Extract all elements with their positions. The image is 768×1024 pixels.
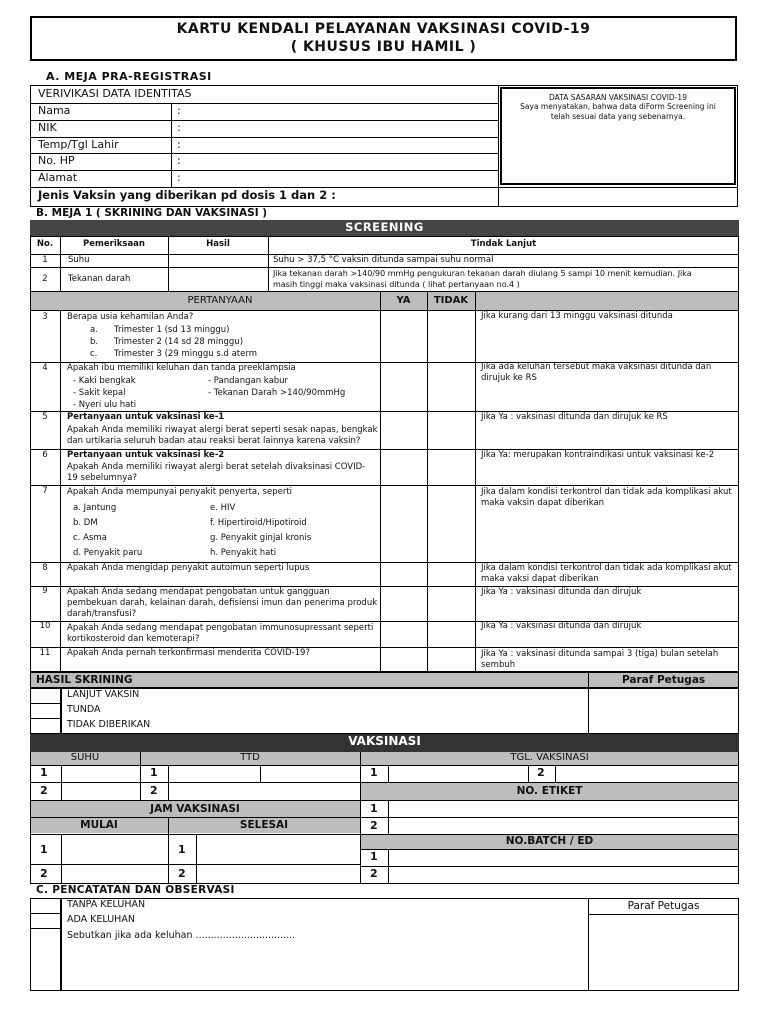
mulai-1-no: 1 bbox=[40, 843, 48, 856]
q6-no: 6 bbox=[42, 450, 48, 460]
q3-a-text: Trimester 1 (sd 13 minggu) bbox=[114, 325, 230, 335]
field-alamat-value[interactable]: : bbox=[177, 171, 181, 184]
q9-no: 9 bbox=[42, 586, 48, 596]
sasaran-text2: telah sesuai data yang sebenarnya. bbox=[550, 112, 686, 121]
row2-item: Tekanan darah bbox=[68, 274, 131, 284]
field-hp-label: No. HP bbox=[38, 154, 75, 167]
q9-l2: pembekuan darah, kelainan darah, defisiensi imun dan penerima produk bbox=[67, 598, 378, 608]
batch-2-no: 2 bbox=[370, 867, 378, 880]
suhu-2-no: 2 bbox=[40, 784, 48, 797]
section-a-heading: A. MEJA PRA-REGISTRASI bbox=[46, 70, 212, 83]
etiket-label: NO. ETIKET bbox=[516, 785, 583, 797]
col-ya: YA bbox=[396, 295, 411, 306]
hasil-title: HASIL SKRINING bbox=[36, 674, 133, 686]
q9-tindak: Jika Ya : vaksinasi ditunda dan dirujuk bbox=[481, 587, 642, 597]
col-pertanyaan: PERTANYAAN bbox=[187, 295, 253, 306]
row2-tindak-1: Jika tekanan darah >140/90 mmHg pengukuran tekanan darah diulang 5 sampi 10 menit kemudian. Jika bbox=[273, 269, 692, 278]
q4-l3: - Nyeri ulu hati bbox=[73, 400, 137, 410]
q3-c: c. bbox=[90, 349, 98, 359]
q10-l1: Apakah Anda sedang mendapat pengobatan immunosupressant seperti bbox=[67, 623, 374, 633]
title-line1: KARTU KENDALI PELAYANAN VAKSINASI COVID-19 bbox=[176, 21, 591, 37]
row2-tindak-2: masih tinggi maka vaksinasi ditunda ( lihat pertanyaan no.4 ) bbox=[273, 280, 520, 289]
q11-tindak-1: Jika Ya : vaksinasi ditunda sampai 3 (tiga) bulan setelah bbox=[481, 649, 719, 659]
q8-tindak-2: maka vaksi dapat diberikan bbox=[481, 574, 599, 584]
row1-tindak: Suhu > 37,5 °C vaksin ditunda sampai suhu normal bbox=[273, 255, 494, 265]
q4-text: Apakah ibu memiliki keluhan dan tanda preeklampsia bbox=[67, 363, 296, 373]
selesai-2-no: 2 bbox=[178, 867, 186, 880]
q5-tindak: Jika Ya : vaksinasi ditunda dan dirujuk ke RS bbox=[481, 412, 668, 422]
row1-no: 1 bbox=[42, 255, 48, 265]
hasil-paraf-label: Paraf Petugas bbox=[622, 674, 706, 686]
q7-tindak-1: Jika dalam kondisi terkontrol dan tidak ada komplikasi akut bbox=[481, 487, 732, 497]
opt-lanjut-vaksin: LANJUT VAKSIN bbox=[67, 689, 140, 700]
checkbox-sebutkan[interactable] bbox=[30, 928, 61, 991]
mulai-2-no: 2 bbox=[40, 867, 48, 880]
q6-tindak: Jika Ya: merupakan kontraindikasi untuk vaksinasi ke-2 bbox=[481, 450, 715, 460]
q9-l1: Apakah Anda sedang mendapat pengobatan untuk gangguan bbox=[67, 587, 330, 597]
section-c-heading: C. PENCATATAN DAN OBSERVASI bbox=[36, 884, 235, 896]
q4-no: 4 bbox=[42, 363, 48, 373]
q7-c: c. Asma bbox=[73, 533, 107, 543]
q7-g: g. Penyakit ginjal kronis bbox=[210, 533, 312, 543]
col-tgl: TGL. VAKSINASI bbox=[510, 752, 589, 763]
opt-tanpa-keluhan: TANPA KELUHAN bbox=[67, 899, 146, 910]
selesai-label: SELESAI bbox=[239, 819, 289, 831]
q5-title: Pertanyaan untuk vaksinasi ke-1 bbox=[67, 412, 225, 422]
vaksinasi-title: VAKSINASI bbox=[348, 734, 421, 748]
screening-title: SCREENING bbox=[345, 220, 424, 234]
ttd-1-no: 1 bbox=[150, 766, 158, 779]
q7-tindak-2: maka vaksin dapat diberikan bbox=[481, 498, 605, 508]
opt-ada-keluhan: ADA KELUHAN bbox=[67, 914, 135, 925]
q10-tindak: Jika Ya : vaksinasi ditunda dan dirujuk bbox=[481, 621, 642, 631]
title-line2: ( KHUSUS IBU HAMIL ) bbox=[290, 39, 477, 55]
checkbox-tanpa-keluhan[interactable] bbox=[30, 898, 61, 914]
row1-item: Suhu bbox=[68, 255, 90, 265]
q7-no: 7 bbox=[42, 486, 48, 496]
row2-no: 2 bbox=[42, 274, 48, 284]
q8-tindak-1: Jika dalam kondisi terkontrol dan tidak ada komplikasi akut bbox=[481, 563, 732, 573]
jam-label: JAM VAKSINASI bbox=[150, 803, 240, 815]
q3-no: 3 bbox=[42, 312, 48, 322]
field-nama-label: Nama bbox=[38, 104, 71, 117]
section-b-heading: B. MEJA 1 ( SKRINING DAN VAKSINASI ) bbox=[36, 207, 268, 219]
q3-a: a. bbox=[90, 325, 98, 335]
batch-label: NO.BATCH / ED bbox=[505, 835, 594, 847]
q7-d: d. Penyakit paru bbox=[73, 548, 143, 558]
batch-1-no: 1 bbox=[370, 850, 378, 863]
q6-l1: Apakah Anda memiliki riwayat alergi berat setelah divaksinasi COVID- bbox=[67, 462, 366, 472]
q7-f: f. Hipertiroid/Hipotiroid bbox=[210, 518, 307, 528]
checkbox-ada-keluhan[interactable] bbox=[30, 913, 61, 929]
q4-r1: - Pandangan kabur bbox=[208, 376, 289, 386]
col-suhu: SUHU bbox=[70, 752, 100, 763]
col-tidak: TIDAK bbox=[433, 295, 469, 306]
field-nik-value[interactable]: : bbox=[177, 121, 181, 134]
mulai-label: MULAI bbox=[80, 819, 118, 831]
jenis-vaksin-label: Jenis Vaksin yang diberikan pd dosis 1 dan 2 : bbox=[38, 188, 336, 202]
q7-b: b. DM bbox=[73, 518, 98, 528]
etiket-2-no: 2 bbox=[370, 819, 378, 832]
q3-c-text: Trimester 3 (29 minggu s.d aterm bbox=[114, 349, 257, 359]
ttd-2-no: 2 bbox=[150, 784, 158, 797]
tgl-1-no: 1 bbox=[370, 766, 378, 779]
q6-title: Pertanyaan untuk vaksinasi ke-2 bbox=[67, 450, 225, 460]
q11-no: 11 bbox=[39, 648, 51, 658]
sasaran-text1: Saya menyatakan, bahwa data diForm Screening ini bbox=[520, 102, 716, 111]
col-tindak: Tindak Lanjut bbox=[470, 239, 537, 249]
field-hp-value[interactable]: : bbox=[177, 154, 181, 167]
q4-tindak-2: dirujuk ke RS bbox=[481, 373, 537, 383]
observasi-paraf-label: Paraf Petugas bbox=[627, 900, 700, 912]
col-no: No. bbox=[36, 239, 54, 249]
opt-sebutkan[interactable]: Sebutkan jika ada keluhan ................................. bbox=[67, 930, 296, 941]
col-hasil: Hasil bbox=[206, 239, 230, 249]
q4-l2: - Sakit kepal bbox=[73, 388, 126, 398]
q9-l3: darah/transfusi? bbox=[67, 609, 137, 619]
q3-tindak: Jika kurang dari 13 minggu vaksinasi ditunda bbox=[481, 311, 673, 321]
q7-e: e. HIV bbox=[210, 503, 236, 513]
field-ttl-label: Temp/Tgl Lahir bbox=[38, 138, 119, 151]
field-ttl-value[interactable]: : bbox=[177, 138, 181, 151]
q5-no: 5 bbox=[42, 412, 48, 422]
q11-l1: Apakah Anda pernah terkonfirmasi menderita COVID-19? bbox=[67, 648, 310, 658]
q4-tindak-1: Jika ada keluhan tersebut maka vaksinasi ditunda dan bbox=[481, 362, 712, 372]
q7-text: Apakah Anda mempunyai penyakit penyerta, seperti bbox=[67, 487, 293, 497]
tgl-2-no: 2 bbox=[537, 766, 545, 779]
checkbox-tidak[interactable] bbox=[30, 718, 61, 734]
q7-a: a. Jantung bbox=[73, 503, 117, 513]
verify-label: VERIVIKASI DATA IDENTITAS bbox=[38, 87, 192, 100]
q11-tindak-2: sembuh bbox=[481, 660, 516, 670]
etiket-1-no: 1 bbox=[370, 802, 378, 815]
q8-text: Apakah Anda mengidap penyakit autoimun seperti lupus bbox=[67, 563, 310, 573]
q6-l2: 19 sebelumnya? bbox=[67, 473, 137, 483]
checkbox-lanjut[interactable] bbox=[30, 688, 61, 704]
q3-text: Berapa usia kehamilan Anda? bbox=[67, 312, 194, 322]
opt-tidak-diberikan: TIDAK DIBERIKAN bbox=[67, 719, 151, 730]
opt-tunda: TUNDA bbox=[67, 704, 101, 715]
col-ttd: TTD bbox=[240, 752, 260, 763]
q4-r2: - Tekanan Darah >140/90mmHg bbox=[208, 388, 346, 398]
q7-h: h. Penyakit hati bbox=[210, 548, 277, 558]
q8-no: 8 bbox=[42, 563, 48, 573]
sasaran-title: DATA SASARAN VAKSINASI COVID-19 bbox=[549, 93, 687, 102]
q3-b-text: Trimester 2 (14 sd 28 minggu) bbox=[114, 337, 244, 347]
q10-no: 10 bbox=[39, 621, 51, 631]
field-nama-value[interactable]: : bbox=[177, 104, 181, 117]
q4-l1: - Kaki bengkak bbox=[73, 376, 136, 386]
selesai-1-no: 1 bbox=[178, 843, 186, 856]
checkbox-tunda[interactable] bbox=[30, 703, 61, 719]
col-pemeriksaan: Pemeriksaan bbox=[83, 239, 145, 249]
q5-l1: Apakah Anda memiliki riwayat alergi berat seperti sesak napas, bengkak bbox=[67, 425, 378, 435]
q10-l2: kortikosteroid dan kemoterapi? bbox=[67, 634, 200, 644]
field-nik-label: NIK bbox=[38, 121, 57, 134]
field-alamat-label: Alamat bbox=[38, 171, 78, 184]
suhu-1-no: 1 bbox=[40, 766, 48, 779]
q5-l2: dan urtikaria seluruh badan atau reaksi berat lainnya karena vaksin? bbox=[67, 436, 361, 446]
q3-b: b. bbox=[90, 337, 99, 347]
